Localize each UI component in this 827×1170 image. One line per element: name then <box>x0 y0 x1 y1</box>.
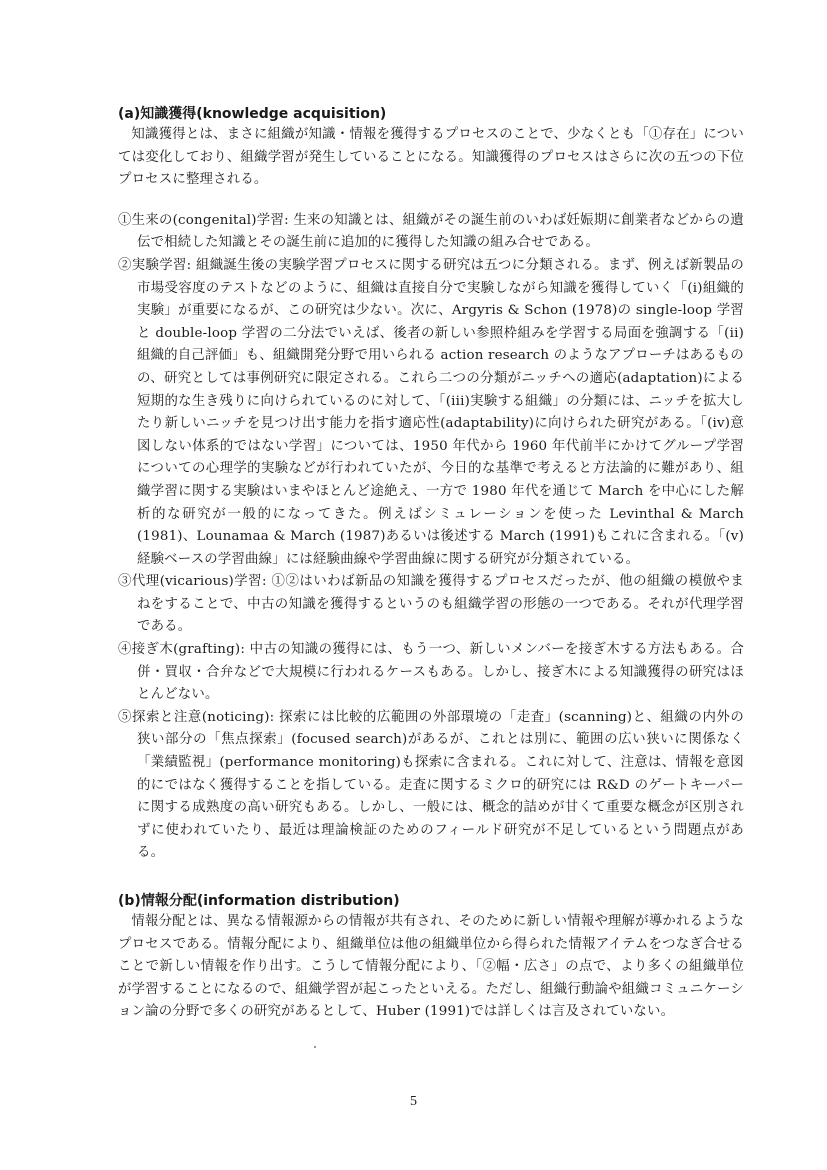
page-number: 5 <box>410 1094 417 1109</box>
section-b-intro: 情報分配とは、異なる情報源からの情報が共有され、そのために新しい情報や理解が導かれるようなプロセスである。情報分配により、組織単位は他の組織単位から得られた情報アイテムをつなぎ合せることで新しい情報を作り出す。こうして情報分配により、「②幅・広さ」の点で、より多くの組織単位が学習することになるので、組織学習が起こったといえる。ただし、組織行動論や組織コミュニケーション論の分野で多くの研究があるとして、Huber (1991)では詳しくは言及されていない。 <box>118 914 744 1020</box>
section-a-heading: (a)知識獲得(knowledge acquisition) <box>118 106 387 122</box>
list-item-vicarious-learning: ③代理(vicarious)学習: ①②はいわば新品の知識を獲得するプロセスだったが、他の組織の模倣やまねをすることで、中古の知識を獲得するというのも組織学習の形態の一つである。それが代理学習である。 <box>118 574 744 635</box>
spacer <box>118 192 744 210</box>
list-item-congenital-learning: ①生来の(congenital)学習: 生来の知識とは、組織がその誕生前のいわば妊娠期に創業者などからの遺伝で相続した知識とその誕生前に追加的に獲得した知識の組み合せである。 <box>118 212 744 251</box>
list-item-searching-noticing: ⑤探索と注意(noticing): 探索には比較的広範囲の外部環境の「走査」(scanning)と、組織の内外の狭い部分の「焦点探索」(focused search)があるが、これとは別に、範囲の広い狭いに関係なく「業績監視」(performance monitoring)も探索に含まれる。これに対して、注意は、情報を意図的にではなく獲得することを指している。走査に関するミクロ的研究には R&D のゲートキーパーに関する成熟度の高い研究もある。しかし、一般には、概念的詰めが甘くて重要な概念が区別されずに使われていたり、最近は理論検証のためのフィールド研究が不足しているという問題点がある。 <box>118 709 744 861</box>
document-body <box>118 104 744 1024</box>
scan-speck <box>314 1046 316 1048</box>
list-item-grafting: ④接ぎ木(grafting): 中古の知識の獲得には、もう一つ、新しいメンバーを接ぎ木する方法もある。合併・買収・合弁などで大規模に行われるケースもある。しかし、接ぎ木による知識獲得の研究はほとんどない。 <box>118 642 744 703</box>
list-item-experimental-learning: ②実験学習: 組織誕生後の実験学習プロセスに関する研究は五つに分類される。まず、例えば新製品の市場受容度のテストなどのように、組織は直接自分で実験しながら知識を獲得していく「(i)組織的実験」が重要になるが、この研究は少ない。次に、Argyris & Schon (1978)の single-loop 学習と double-loop 学習の二分法でいえば、後者の新しい参照枠組みを学習する局面を強調する「(ii)組織的自己評価」も、組織開発分野で用いられる action research のようなアプローチはあるものの、研究としては事例研究に限定される。これら二つの分類がニッチへの適応(adaptation)による短期的な生き残りに向けられているのに対して、「(iii)実験する組織」の分類には、ニッチを拡大したり新しいニッチを見つけ出す能力を指す適応性(adaptability)に向けられた研究がある。「(iv)意図しない体系的ではない学習」については、1950 年代から 1960 年代前半にかけてグループ学習についての心理学的実験などが行われていたが、今日的な基準で考えると方法論的に難があり、組織学習に関する実験はいまやほとんど途絶え、一方で 1980 年代を通じて March を中心にした解析的な研究が一般的になってきた。例えばシミュレーションを使った Levinthal & March (1981)、Lounamaa & March (1987)あるいは後述する March (1991)もこれに含まれる。「(v)経験ベースの学習曲線」には経験曲線や学習曲線に関する研究が分類されている。 <box>118 257 744 567</box>
spacer <box>118 865 744 891</box>
section-b-heading: (b)情報分配(information distribution) <box>118 893 400 909</box>
section-a-intro: 知識獲得とは、まさに組織が知識・情報を獲得するプロセスのことで、少なくとも「①存在」については変化しており、組織学習が発生していることになる。知識獲得のプロセスはさらに次の五つの下位プロセスに整理される。 <box>118 127 744 188</box>
